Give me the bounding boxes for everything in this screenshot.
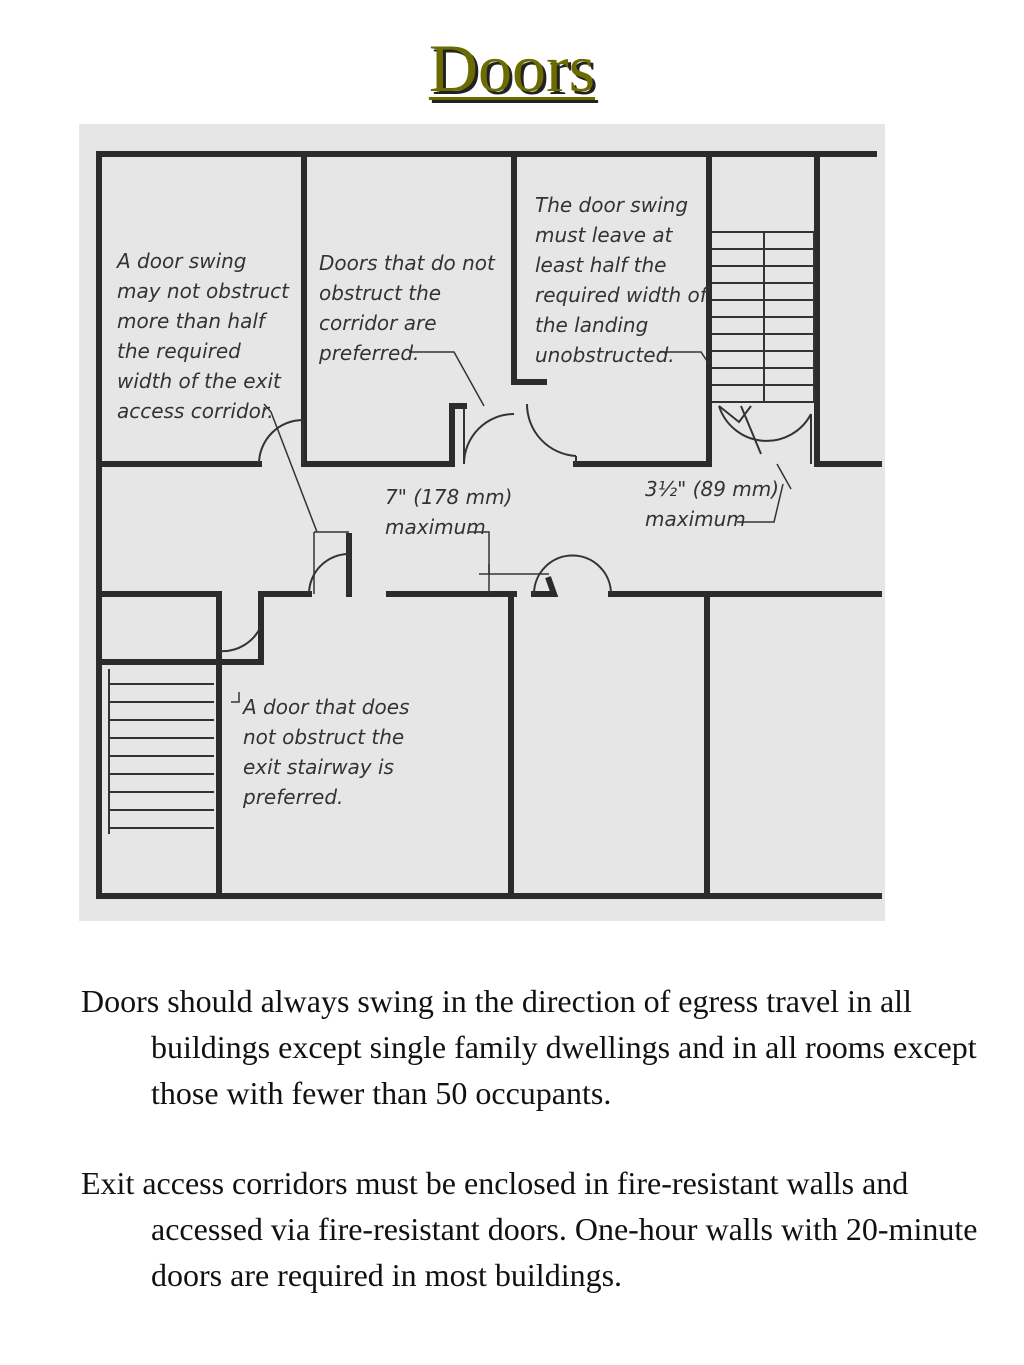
- svg-text:The door swing: The door swing: [535, 193, 689, 217]
- svg-text:maximum: maximum: [645, 507, 746, 531]
- svg-text:maximum: maximum: [385, 515, 486, 539]
- svg-text:more than half: more than half: [117, 309, 265, 333]
- svg-text:not obstruct the: not obstruct the: [243, 725, 405, 749]
- svg-text:A door swing: A door swing: [117, 249, 247, 273]
- svg-text:least half the: least half the: [535, 253, 667, 277]
- svg-text:may not obstruct: may not obstruct: [117, 279, 289, 303]
- label-dim-7in: [385, 485, 512, 539]
- svg-text:must leave at: must leave at: [535, 223, 673, 247]
- svg-text:the required: the required: [117, 339, 241, 363]
- svg-text:preferred.: preferred.: [319, 341, 420, 365]
- label-doors-not-obstruct: [318, 251, 496, 365]
- label-door-stairway: [241, 695, 409, 809]
- svg-text:corridor are: corridor are: [319, 311, 437, 335]
- svg-text:access corridor.: access corridor.: [117, 399, 274, 423]
- paragraph-door-swing: Doors should always swing in the direction of egress travel in all buildings except single family dwellings and in all rooms except those with fewer than 50 occupants.: [81, 983, 977, 1111]
- svg-text:obstruct the: obstruct the: [319, 281, 442, 305]
- label-dim-3half: [645, 477, 779, 531]
- svg-text:unobstructed.: unobstructed.: [535, 343, 675, 367]
- label-door-swing-corridor: [115, 249, 290, 423]
- body-text: [81, 978, 981, 1342]
- floor-plan-figure: [79, 124, 885, 921]
- paragraph-exit-corridors: Exit access corridors must be enclosed in fire-resistant walls and accessed via fire-resistant doors. One-hour walls with 20-minute doors are required in most buildings.: [81, 1165, 978, 1293]
- page-title: Doors: [428, 30, 596, 106]
- svg-text:preferred.: preferred.: [243, 785, 344, 809]
- floor-plan-diagram: [79, 124, 885, 921]
- label-door-swing-landing: [535, 193, 710, 367]
- svg-text:7" (178 mm): 7" (178 mm): [385, 485, 513, 509]
- stair-left: [109, 669, 214, 834]
- svg-text:Doors that do not: Doors that do not: [319, 251, 495, 275]
- svg-text:3½" (89 mm): 3½" (89 mm): [645, 477, 780, 501]
- svg-text:width of the exit: width of the exit: [117, 369, 281, 393]
- svg-text:A door that does: A door that does: [243, 695, 410, 719]
- svg-text:required width of: required width of: [535, 283, 707, 307]
- svg-text:exit stairway is: exit stairway is: [243, 755, 394, 779]
- svg-text:the landing: the landing: [535, 313, 649, 337]
